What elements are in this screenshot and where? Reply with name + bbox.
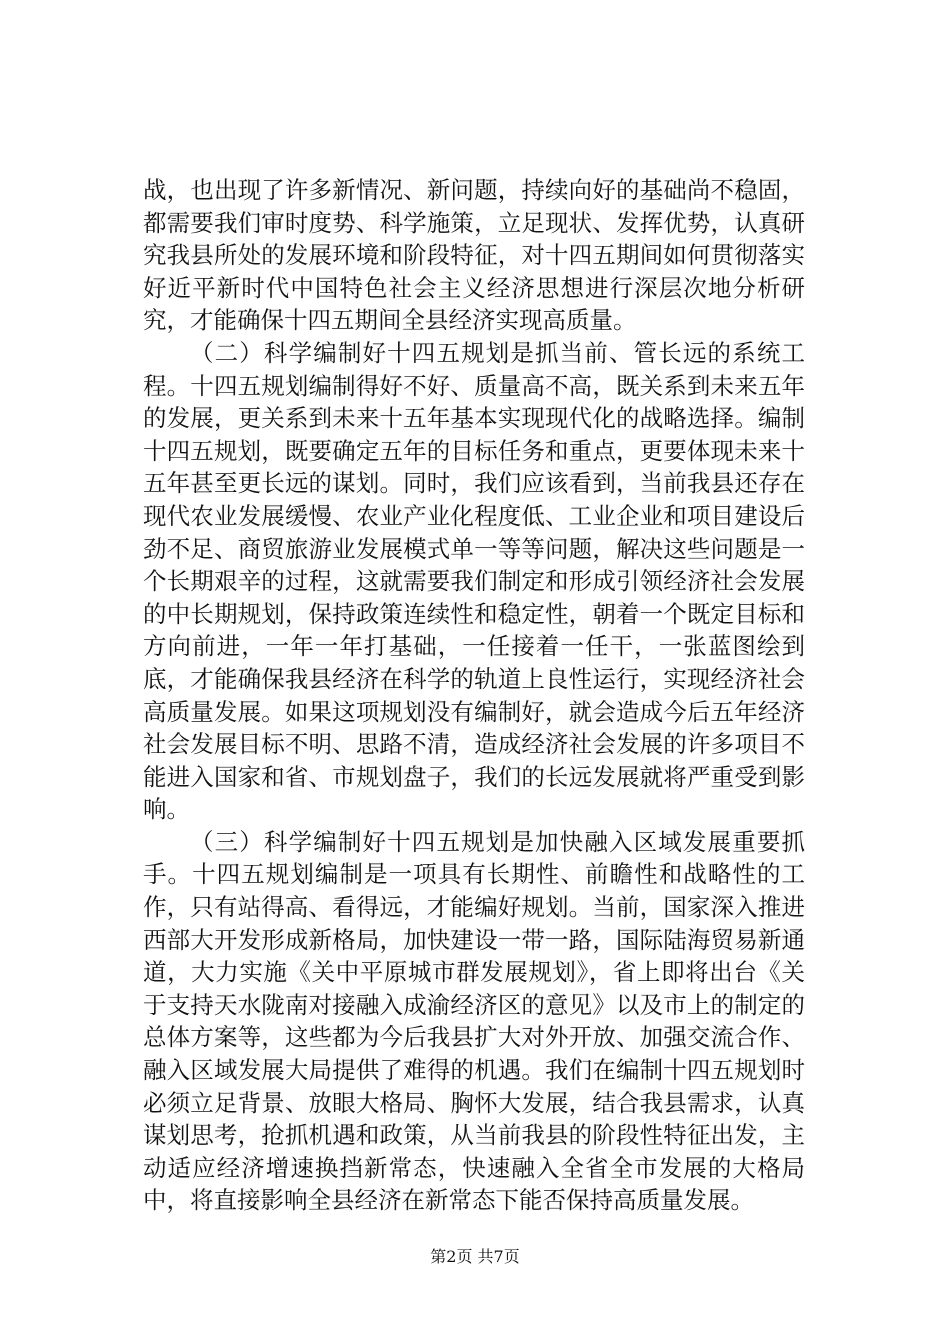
- paragraph-section-two: （二）科学编制好十四五规划是抓当前、管长远的系统工程。十四五规划编制得好不好、质量高不高，既关系到未来五年的发展，更关系到未来十五年基本实现现代化的战略选择。编制十四五规划，既要确定五年的目标任务和重点，更要体现未来十五年甚至更长远的谋划。同时，我们应该看到，当前我县还存在现代农业发展缓慢、农业产业化程度低、工业企业和项目建设后劲不足、商贸旅游业发展模式单一等等问题，解决这些问题是一个长期艰辛的过程，这就需要我们制定和形成引领经济社会发展的中长期规划，保持政策连续性和稳定性，朝着一个既定目标和方向前进，一年一年打基础，一任接着一任干，一张蓝图绘到底，才能确保我县经济在科学的轨道上良性运行，实现经济社会高质量发展。如果这项规划没有编制好，就会造成今后五年经济社会发展目标不明、思路不清，造成经济社会发展的许多项目不能进入国家和省、市规划盘子，我们的长远发展就将严重受到影响。: [143, 338, 805, 824]
- document-body: [143, 174, 805, 1217]
- paragraph-section-three: （三）科学编制好十四五规划是加快融入区域发展重要抓手。十四五规划编制是一项具有长期性、前瞻性和战略性的工作，只有站得高、看得远，才能编好规划。当前，国家深入推进西部大开发形成新格局，加快建设一带一路，国际陆海贸易新通道，大力实施《关中平原城市群发展规划》，省上即将出台《关于支持天水陇南对接融入成渝经济区的意见》以及市上的制定的总体方案等，这些都为今后我县扩大对外开放、加强交流合作、融入区域发展大局提供了难得的机遇。我们在编制十四五规划时必须立足背景、放眼大格局、胸怀大发展，结合我县需求，认真谋划思考，抢抓机遇和政策，从当前我县的阶段性特征出发，主动适应经济增速换挡新常态，快速融入全省全市发展的大格局中，将直接影响全县经济在新常态下能否保持高质量发展。: [143, 827, 805, 1215]
- page-number-footer: 第2页 共7页: [430, 1247, 520, 1266]
- paragraph-continuation: 战，也出现了许多新情况、新问题，持续向好的基础尚不稳固，都需要我们审时度势、科学施策，立足现状、发挥优势，认真研究我县所处的发展环境和阶段特征，对十四五期间如何贯彻落实好近平新时代中国特色社会主义经济思想进行深层次地分析研究，才能确保十四五期间全县经济实现高质量。: [143, 176, 805, 335]
